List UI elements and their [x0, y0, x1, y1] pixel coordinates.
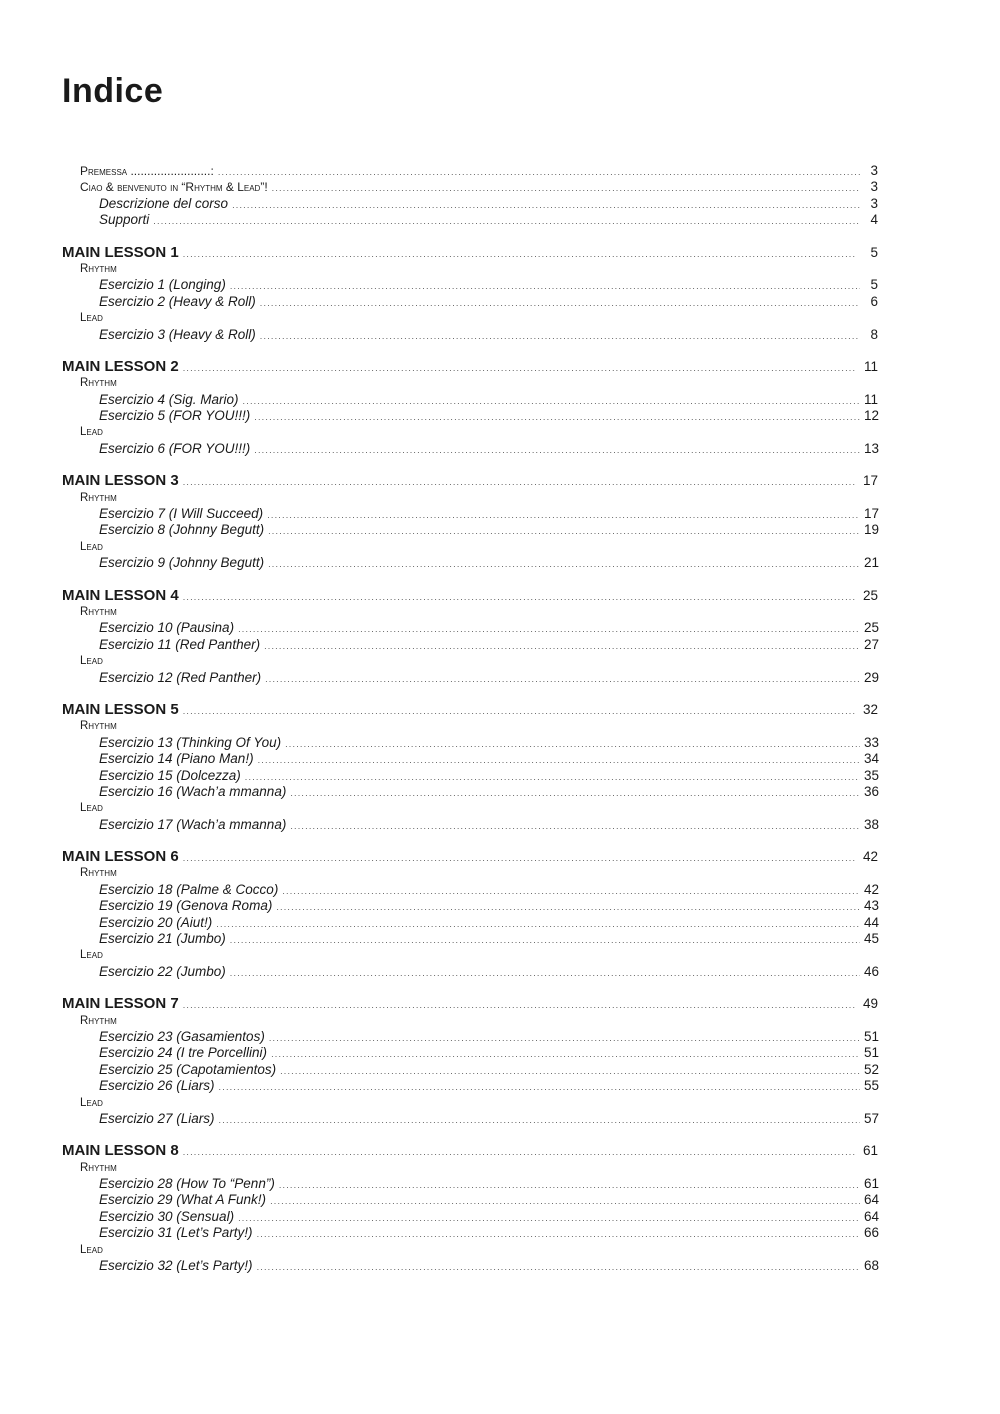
- toc-entry-label: Esercizio 5 (FOR YOU!!!): [99, 408, 251, 424]
- toc-entry-label: Esercizio 12 (Red Panther): [99, 669, 262, 685]
- toc-page-number: 25: [864, 620, 880, 636]
- dot-leader: [269, 1030, 860, 1046]
- toc-exercise-entry[interactable]: [62, 670, 878, 686]
- toc-intro-entry[interactable]: [62, 212, 878, 228]
- toc-entry-label: Esercizio 23 (Gasamientos): [99, 1028, 265, 1044]
- toc-page-number: 44: [864, 914, 880, 930]
- toc-section-lead[interactable]: [62, 424, 878, 440]
- dot-leader: [238, 1210, 860, 1226]
- toc-entry-label: Lead: [80, 540, 103, 553]
- dot-leader: [230, 932, 860, 948]
- toc-lesson-heading[interactable]: [62, 702, 878, 718]
- toc-entry-label: Esercizio 32 (Let’s Party!): [99, 1258, 253, 1274]
- toc-entry-label: Rhythm: [80, 867, 117, 880]
- toc-page-number: 32: [862, 701, 878, 717]
- toc-entry-label: Esercizio 1 (Longing): [99, 277, 226, 293]
- dot-leader: [183, 1144, 856, 1160]
- toc-page-number: 46: [864, 963, 880, 979]
- toc-page-number: 5: [870, 277, 878, 293]
- toc-lesson-heading[interactable]: [62, 1143, 878, 1159]
- toc-entry-label: Lead: [80, 655, 103, 668]
- toc-exercise-entry[interactable]: [62, 441, 878, 457]
- toc-exercise-entry[interactable]: [62, 506, 878, 522]
- toc-entry-label: Esercizio 20 (Aiut!): [99, 914, 213, 930]
- dot-leader: [279, 1177, 860, 1193]
- dot-leader: [153, 213, 860, 229]
- toc-section-rhythm[interactable]: [62, 375, 878, 391]
- toc-exercise-entry[interactable]: [62, 735, 878, 751]
- dot-leader: [254, 409, 860, 425]
- toc-page-number: 57: [864, 1110, 880, 1126]
- toc-entry-label: MAIN LESSON 1: [62, 243, 179, 261]
- toc-page-number: 38: [864, 816, 880, 832]
- toc-entry-label: Rhythm: [80, 377, 117, 390]
- toc-exercise-entry[interactable]: [62, 898, 878, 914]
- dot-leader: [285, 736, 860, 752]
- toc-page-number: 52: [864, 1061, 880, 1077]
- toc-exercise-entry[interactable]: [62, 294, 878, 310]
- dot-leader: [218, 164, 860, 180]
- toc-page-number: 34: [864, 751, 880, 767]
- dot-leader: [230, 278, 860, 294]
- toc-section-lead[interactable]: [62, 310, 878, 326]
- toc-entry-label: Esercizio 30 (Sensual): [99, 1208, 235, 1224]
- toc-entry-label: Esercizio 18 (Palme & Cocco): [99, 881, 279, 897]
- dot-leader: [183, 850, 856, 866]
- toc-page-number: 61: [862, 1143, 878, 1159]
- toc-section-lead[interactable]: [62, 653, 878, 669]
- toc-exercise-entry[interactable]: [62, 915, 878, 931]
- toc-lesson-heading[interactable]: [62, 359, 878, 375]
- toc-exercise-entry[interactable]: [62, 1062, 878, 1078]
- toc-entry-label: Esercizio 14 (Piano Man!): [99, 751, 254, 767]
- toc-section-rhythm[interactable]: [62, 1160, 878, 1176]
- toc-exercise-entry[interactable]: [62, 882, 878, 898]
- toc-intro-entry[interactable]: [62, 163, 878, 179]
- toc-entry-label: MAIN LESSON 6: [62, 848, 179, 866]
- toc-exercise-entry[interactable]: [62, 1078, 878, 1094]
- dot-leader: [254, 442, 860, 458]
- toc-page-number: 25: [862, 587, 878, 603]
- toc-page-number: 17: [862, 473, 878, 489]
- toc-entry-label: Esercizio 31 (Let’s Party!): [99, 1225, 253, 1241]
- toc-page-number: 51: [864, 1045, 880, 1061]
- toc-entry-label: Lead: [80, 312, 103, 325]
- toc-section-lead[interactable]: [62, 1242, 878, 1258]
- toc-entry-label: Rhythm: [80, 491, 117, 504]
- toc-exercise-entry[interactable]: [62, 1225, 878, 1241]
- dot-leader: [260, 328, 860, 344]
- toc-entry-label: MAIN LESSON 8: [62, 1142, 179, 1160]
- toc-page-number: 49: [862, 996, 878, 1012]
- toc-page-number: 13: [864, 440, 880, 456]
- toc-page-number: 43: [864, 898, 880, 914]
- dot-leader: [268, 523, 860, 539]
- toc-entry-label: Esercizio 26 (Liars): [99, 1078, 215, 1094]
- dot-leader: [260, 295, 860, 311]
- toc-entry-label: Esercizio 25 (Capotamientos): [99, 1061, 277, 1077]
- toc-entry-label: Esercizio 8 (Johnny Begutt): [99, 522, 265, 538]
- toc-exercise-entry[interactable]: [62, 277, 878, 293]
- toc-entry-label: Rhythm: [80, 262, 117, 275]
- toc-page-number: 45: [864, 931, 880, 947]
- toc-page-number: 5: [870, 244, 878, 260]
- toc-entry-label: Esercizio 13 (Thinking Of You): [99, 734, 282, 750]
- toc-page-number: 8: [870, 326, 878, 342]
- toc-entry-label: Esercizio 11 (Red Panther): [99, 636, 261, 652]
- toc-section-lead[interactable]: [62, 1095, 878, 1111]
- dot-leader: [183, 589, 856, 605]
- toc-entry-label: Descrizione del corso: [99, 195, 229, 211]
- toc-exercise-entry[interactable]: [62, 817, 878, 833]
- dot-leader: [276, 899, 860, 915]
- page-title: Indice: [62, 72, 164, 110]
- dot-leader: [219, 1112, 860, 1128]
- toc-entry-label: Esercizio 3 (Heavy & Roll): [99, 326, 256, 342]
- toc-page-number: 36: [864, 783, 880, 799]
- dot-leader: [267, 507, 860, 523]
- toc-page-number: 3: [870, 179, 878, 195]
- toc-entry-label: MAIN LESSON 3: [62, 472, 179, 490]
- toc-entry-label: MAIN LESSON 5: [62, 700, 179, 718]
- toc-page-number: 21: [864, 555, 880, 571]
- dot-leader: [183, 703, 856, 719]
- dot-leader: [271, 1046, 860, 1062]
- toc-exercise-entry[interactable]: [62, 1029, 878, 1045]
- dot-leader: [280, 1063, 860, 1079]
- toc-page-number: 64: [864, 1192, 880, 1208]
- toc-exercise-entry[interactable]: [62, 620, 878, 636]
- toc-entry-label: Esercizio 6 (FOR YOU!!!): [99, 440, 251, 456]
- toc-exercise-entry[interactable]: [62, 1045, 878, 1061]
- dot-leader: [290, 785, 860, 801]
- toc-entry-label: MAIN LESSON 4: [62, 586, 179, 604]
- toc-entry-label: Esercizio 10 (Pausina): [99, 620, 235, 636]
- toc-lesson-heading[interactable]: [62, 849, 878, 865]
- dot-leader: [258, 752, 860, 768]
- toc-page-number: 3: [870, 195, 878, 211]
- toc-page-number: 6: [870, 293, 878, 309]
- toc-entry-label: Esercizio 9 (Johnny Begutt): [99, 555, 265, 571]
- dot-leader: [272, 180, 860, 196]
- toc-page-number: 11: [864, 391, 879, 407]
- toc-section-rhythm[interactable]: [62, 1013, 878, 1029]
- toc-section-rhythm[interactable]: [62, 865, 878, 881]
- toc-entry-label: Lead: [80, 426, 103, 439]
- toc-page-number: 33: [864, 734, 880, 750]
- toc-entry-label: Lead: [80, 802, 103, 815]
- toc-page-number: 11: [863, 358, 878, 374]
- toc-page-number: 17: [864, 506, 880, 522]
- toc-lesson-heading[interactable]: [62, 996, 878, 1012]
- toc-page-number: 35: [864, 767, 880, 783]
- toc-entry-label: Esercizio 17 (Wach’a mmanna): [99, 816, 287, 832]
- dot-leader: [290, 818, 860, 834]
- toc-exercise-entry[interactable]: [62, 931, 878, 947]
- toc-exercise-entry[interactable]: [62, 327, 878, 343]
- toc-page-number: 68: [864, 1258, 880, 1274]
- toc-exercise-entry[interactable]: [62, 751, 878, 767]
- toc-entry-label: Esercizio 21 (Jumbo): [99, 931, 226, 947]
- toc-page-number: 66: [864, 1225, 880, 1241]
- toc-page-number: 61: [864, 1176, 880, 1192]
- toc-exercise-entry[interactable]: [62, 555, 878, 571]
- toc-entry-label: Rhythm: [80, 720, 117, 733]
- toc-section-lead[interactable]: [62, 800, 878, 816]
- toc-entry-label: Esercizio 28 (How To “Penn”): [99, 1176, 275, 1192]
- toc-exercise-entry[interactable]: [62, 1176, 878, 1192]
- toc-entry-label: Esercizio 29 (What A Funk!): [99, 1192, 267, 1208]
- dot-leader: [232, 197, 860, 213]
- dot-leader: [257, 1226, 860, 1242]
- toc-exercise-entry[interactable]: [62, 1209, 878, 1225]
- toc-entry-label: MAIN LESSON 2: [62, 357, 179, 375]
- toc-exercise-entry[interactable]: [62, 522, 878, 538]
- toc-section-rhythm[interactable]: [62, 261, 878, 277]
- toc-section-rhythm[interactable]: [62, 490, 878, 506]
- toc-entry-label: Esercizio 19 (Genova Roma): [99, 898, 273, 914]
- toc-page-number: 29: [864, 669, 880, 685]
- toc-page-number: 51: [864, 1028, 880, 1044]
- dot-leader: [183, 360, 856, 376]
- dot-leader: [238, 621, 860, 637]
- toc-exercise-entry[interactable]: [62, 637, 878, 653]
- toc-page-number: 3: [870, 163, 878, 178]
- dot-leader: [183, 997, 856, 1013]
- toc-page-number: 27: [864, 636, 880, 652]
- dot-leader: [268, 556, 860, 572]
- toc-exercise-entry[interactable]: [62, 964, 878, 980]
- toc-section-rhythm[interactable]: [62, 718, 878, 734]
- dot-leader: [243, 393, 860, 409]
- toc-page-number: 4: [870, 212, 878, 228]
- toc-entry-label: Ciao & benvenuto in “Rhythm & Lead”!: [80, 180, 268, 195]
- toc-entry-label: Esercizio 4 (Sig. Mario): [99, 391, 239, 407]
- toc-entry-label: Esercizio 2 (Heavy & Roll): [99, 293, 256, 309]
- toc-exercise-entry[interactable]: [62, 784, 878, 800]
- dot-leader: [183, 474, 856, 490]
- dot-leader: [219, 1079, 860, 1095]
- toc-entry-label: Premessa ........................:: [80, 164, 214, 178]
- table-of-contents: [62, 163, 878, 1274]
- toc-page-number: 19: [864, 522, 880, 538]
- dot-leader: [257, 1259, 860, 1275]
- toc-intro-entry[interactable]: [62, 196, 878, 212]
- toc-entry-label: Esercizio 7 (I Will Succeed): [99, 506, 264, 522]
- dot-leader: [282, 883, 860, 899]
- toc-section-lead[interactable]: [62, 539, 878, 555]
- toc-section-lead[interactable]: [62, 947, 878, 963]
- toc-entry-label: Lead: [80, 1243, 103, 1256]
- dot-leader: [270, 1193, 860, 1209]
- dot-leader: [265, 671, 860, 687]
- toc-exercise-entry[interactable]: [62, 768, 878, 784]
- toc-entry-label: Rhythm: [80, 1161, 117, 1174]
- toc-exercise-entry[interactable]: [62, 1192, 878, 1208]
- toc-page-number: 42: [862, 849, 878, 865]
- toc-entry-label: Supporti: [99, 212, 150, 228]
- toc-exercise-entry[interactable]: [62, 392, 878, 408]
- toc-page-number: 55: [864, 1078, 880, 1094]
- toc-page-number: 64: [864, 1208, 880, 1224]
- dot-leader: [245, 769, 860, 785]
- toc-lesson-heading[interactable]: [62, 473, 878, 489]
- toc-page-number: 42: [864, 881, 880, 897]
- toc-entry-label: Esercizio 16 (Wach’a mmanna): [99, 783, 287, 799]
- toc-entry-label: Esercizio 24 (I tre Porcellini): [99, 1045, 268, 1061]
- toc-intro-entry[interactable]: [62, 179, 878, 195]
- toc-section-rhythm[interactable]: [62, 604, 878, 620]
- toc-entry-label: Rhythm: [80, 605, 117, 618]
- toc-entry-label: Rhythm: [80, 1014, 117, 1027]
- toc-lesson-heading[interactable]: [62, 588, 878, 604]
- toc-lesson-heading[interactable]: [62, 245, 878, 261]
- toc-entry-label: Lead: [80, 949, 103, 962]
- dot-leader: [216, 916, 860, 932]
- toc-exercise-entry[interactable]: [62, 1258, 878, 1274]
- dot-leader: [230, 965, 860, 981]
- dot-leader: [264, 638, 860, 654]
- toc-entry-label: Esercizio 22 (Jumbo): [99, 963, 226, 979]
- dot-leader: [183, 246, 856, 262]
- toc-exercise-entry[interactable]: [62, 408, 878, 424]
- toc-entry-label: Esercizio 15 (Dolcezza): [99, 767, 241, 783]
- toc-entry-label: Lead: [80, 1096, 103, 1109]
- toc-entry-label: MAIN LESSON 7: [62, 995, 179, 1013]
- toc-page-number: 12: [864, 408, 880, 424]
- toc-exercise-entry[interactable]: [62, 1111, 878, 1127]
- toc-entry-label: Esercizio 27 (Liars): [99, 1110, 215, 1126]
